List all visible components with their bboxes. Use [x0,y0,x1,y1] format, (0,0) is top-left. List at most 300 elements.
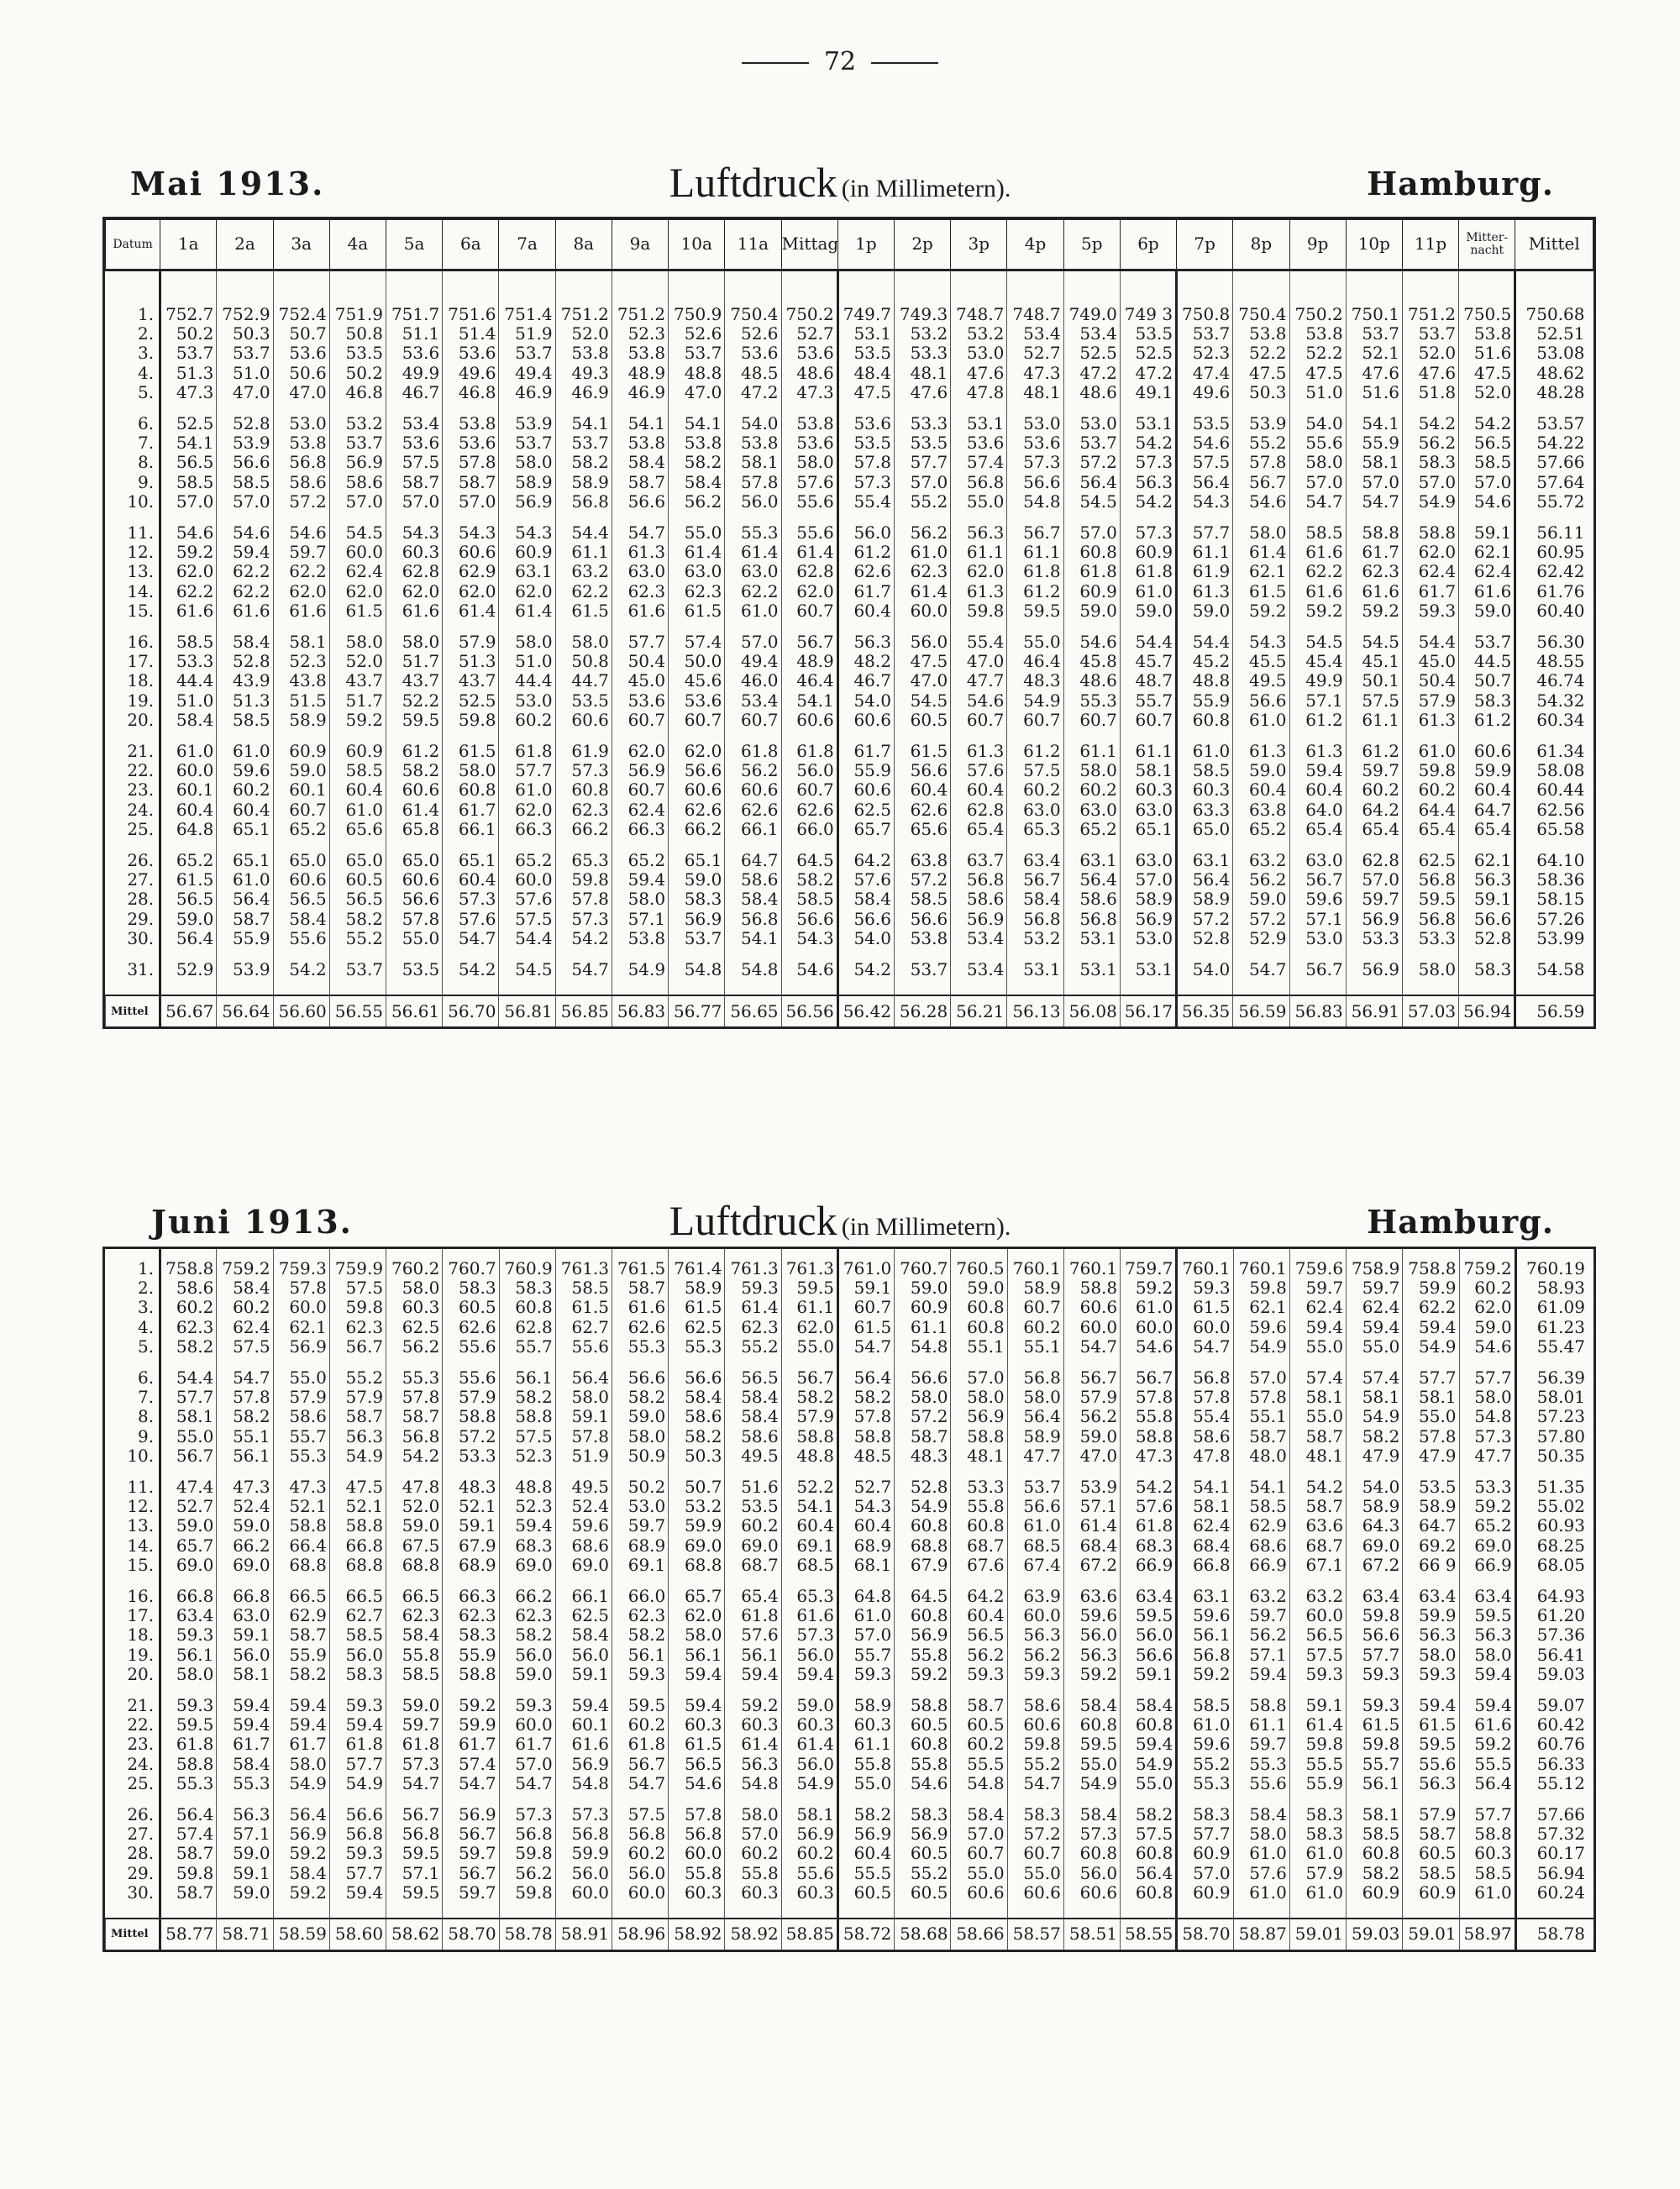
value-cell: 61.4 [669,543,725,562]
value-cell: 59.2 [895,1665,951,1684]
day-cell: 4. [138,362,155,383]
value-cell: 55.2 [1007,1755,1063,1774]
value-cell: 59.5 [386,711,443,730]
table-row [106,1755,1594,1774]
value-cell: 54.7 [1289,492,1346,512]
value-cell: 54.2 [273,960,329,979]
value-cell: 59.7 [1347,1278,1403,1298]
value-cell: 55.0 [1121,1774,1177,1793]
value-cell: 60.8 [1063,543,1120,562]
value-cell: 62.6 [725,801,781,820]
value-cell: 60.9 [1120,543,1176,562]
value-cell: 56.0 [499,1646,555,1665]
value-cell: 60.8 [1121,1715,1177,1735]
value-cell: 61.3 [1177,582,1233,601]
value-cell: 61.4 [781,1735,837,1754]
value-cell: 49.4 [499,364,555,383]
value-cell: 58.8 [443,1407,499,1426]
value-cell: 46.8 [443,383,499,402]
value-cell: 54.2 [555,929,612,948]
table-row [106,562,1593,581]
value-cell: 60.4 [951,1606,1007,1625]
value-cell: 60.5 [329,870,386,890]
day-cell: 30. [127,927,155,948]
value-cell: 61.4 [1289,1715,1346,1735]
value-cell: 52.4 [555,1497,612,1516]
value-cell: 62.6 [837,562,894,581]
value-cell: 54.22 [1515,433,1593,453]
day-cell: 28. [127,889,155,910]
value-cell: 53.8 [612,929,668,948]
value-cell: 60.5 [443,1298,499,1317]
value-cell: 57.9 [1289,1864,1346,1883]
value-cell: 752.4 [273,305,329,324]
value-cell: 63.2 [1289,1587,1346,1606]
value-cell: 61.1 [1120,742,1176,761]
value-cell: 59.8 [1289,1735,1346,1754]
value-cell: 60.8 [895,1516,951,1535]
value-cell: 62.3 [725,1318,781,1337]
value-cell: 67.2 [1347,1556,1403,1575]
table-title: Luftdruck [669,1197,837,1244]
value-cell: 59.3 [160,1625,217,1645]
value-cell: 61.7 [1346,543,1402,562]
value-cell: 749.0 [1063,305,1120,324]
value-cell: 64.2 [951,1587,1007,1606]
value-cell: 53.8 [612,344,668,363]
value-cell: 61.0 [1289,1844,1346,1863]
value-cell: 48.8 [669,364,725,383]
value-cell: 51.0 [499,652,555,671]
table-row [106,870,1593,890]
value-cell: 61.6 [1289,582,1346,601]
table-row [106,492,1593,512]
value-cell: 65.58 [1515,820,1593,839]
value-cell: 58.4 [1233,1805,1289,1824]
value-cell: 64.8 [160,820,217,839]
value-cell: 57.7 [1347,1646,1403,1665]
value-cell: 51.0 [217,364,273,383]
value-cell: 61.2 [1289,711,1346,730]
value-cell: 60.3 [669,1883,725,1903]
value-cell: 55.8 [725,1864,781,1883]
value-cell: 61.6 [1459,1715,1515,1735]
value-cell: 53.6 [669,691,725,711]
value-cell: 48.6 [781,364,837,383]
value-cell: 751.9 [329,305,386,324]
value-cell: 47.3 [217,1478,273,1497]
value-cell: 56.7 [1121,1368,1177,1388]
value-cell: 59.4 [499,1516,555,1535]
value-cell: 59.9 [1403,1606,1459,1625]
value-cell: 760.1 [1177,1259,1233,1278]
value-cell: 60.9 [499,543,555,562]
value-cell: 58.93 [1515,1278,1593,1298]
value-cell: 59.3 [612,1665,669,1684]
value-cell: 60.8 [895,1606,951,1625]
value-cell: 62.3 [612,582,668,601]
value-cell: 758.9 [1347,1259,1403,1278]
value-cell: 49.9 [1289,671,1346,690]
value-cell: 51.5 [273,691,329,711]
value-cell: 63.7 [951,851,1007,870]
value-cell: 58.7 [217,910,273,929]
value-cell: 60.24 [1515,1883,1593,1903]
value-cell: 54.6 [781,960,837,979]
value-cell: 58.2 [273,1665,329,1684]
value-cell: 56.6 [1347,1625,1403,1645]
value-cell: 56.8 [725,910,781,929]
column-header: Datum [106,220,160,270]
value-cell: 58.1 [160,1407,217,1426]
value-cell: 57.8 [837,453,894,472]
day-cell: 4. [138,1316,155,1337]
value-cell: 54.6 [273,523,329,543]
value-cell: 56.11 [1515,523,1593,543]
value-cell: 44.7 [555,671,612,690]
value-cell: 57.9 [1063,1388,1120,1407]
value-cell: 61.9 [1177,562,1233,581]
value-cell: 57.9 [443,633,499,652]
mittel-value: 56.64 [217,995,273,1026]
value-cell: 58.0 [1233,523,1289,543]
value-cell: 54.0 [1177,960,1233,979]
value-cell: 57.0 [951,1824,1007,1844]
value-cell: 61.6 [612,1298,669,1317]
value-cell: 54.7 [612,1774,669,1793]
value-cell: 66.8 [160,1587,217,1606]
value-cell: 54.1 [1346,414,1402,433]
value-cell: 66.2 [217,1536,273,1556]
value-cell: 60.2 [160,1298,217,1317]
table-row [106,473,1593,492]
mittel-value: 58.77 [160,1919,217,1950]
value-cell: 60.4 [781,1516,837,1535]
value-cell: 62.3 [499,1606,555,1625]
value-cell: 57.6 [1121,1497,1177,1516]
value-cell: 65.0 [1177,820,1233,839]
value-cell: 55.8 [895,1755,951,1774]
value-cell: 47.4 [160,1478,217,1497]
value-cell: 56.6 [895,1368,951,1388]
value-cell: 54.4 [160,1368,217,1388]
mittel-value: 58.70 [443,1919,499,1950]
value-cell: 62.2 [725,582,781,601]
day-cell: 12. [127,1496,155,1517]
value-cell: 61.5 [160,870,217,890]
value-cell: 57.32 [1515,1824,1593,1844]
value-cell: 60.5 [951,1715,1007,1735]
value-cell: 60.4 [1459,780,1515,800]
value-cell: 55.9 [273,1646,329,1665]
value-cell: 60.5 [1403,1844,1459,1863]
value-cell: 63.1 [1177,851,1233,870]
value-cell: 53.6 [386,433,443,453]
value-cell: 59.4 [612,870,668,890]
value-cell: 65.3 [1007,820,1063,839]
value-cell: 66.2 [499,1587,555,1606]
value-cell: 56.3 [217,1805,273,1824]
value-cell: 56.3 [1403,1625,1459,1645]
value-cell: 60.3 [781,1883,837,1903]
column-header: 7p [1177,220,1233,270]
value-cell: 53.4 [951,929,1007,948]
value-cell: 55.3 [1177,1774,1233,1793]
value-cell: 53.6 [951,433,1007,453]
value-cell: 56.3 [837,633,894,652]
value-cell: 50.4 [612,652,668,671]
value-cell: 66.9 [1233,1556,1289,1575]
value-cell: 58.0 [499,633,555,652]
value-cell: 59.3 [1289,1665,1346,1684]
value-cell: 52.8 [1177,929,1233,948]
value-cell: 54.9 [1007,691,1063,711]
value-cell: 56.9 [781,1824,837,1844]
mittel-value: 59.01 [1289,1919,1346,1950]
value-cell: 61.6 [1346,582,1402,601]
value-cell: 60.7 [781,601,837,621]
value-cell: 54.9 [1063,1774,1120,1793]
value-cell: 62.1 [273,1318,329,1337]
value-cell: 54.9 [895,1497,951,1516]
value-cell: 60.8 [951,1298,1007,1317]
value-cell: 54.9 [1347,1407,1403,1426]
value-cell: 51.3 [217,691,273,711]
value-cell: 61.0 [1233,1844,1289,1863]
value-cell: 54.0 [1289,414,1346,433]
value-cell: 57.0 [499,1755,555,1774]
value-cell: 68.9 [443,1556,499,1575]
value-cell: 59.4 [555,1696,612,1715]
column-header: 5a [386,220,443,270]
value-cell: 57.3 [781,1625,837,1645]
value-cell: 58.6 [273,473,329,492]
value-cell: 56.3 [1459,870,1515,890]
value-cell: 60.6 [781,711,837,730]
value-cell: 63.6 [1289,1516,1346,1535]
value-cell: 59.6 [217,761,273,780]
value-cell: 55.6 [781,1864,837,1883]
value-cell: 60.0 [1177,1318,1233,1337]
value-cell: 56.9 [612,761,668,780]
day-cell: 16. [127,1586,155,1607]
value-cell: 58.3 [443,1278,499,1298]
value-cell: 58.8 [1121,1427,1177,1446]
value-cell: 65.2 [1459,1516,1515,1535]
value-cell: 54.1 [555,414,612,433]
value-cell: 60.3 [725,1715,781,1735]
table-row [106,1318,1594,1337]
value-cell: 53.1 [1007,960,1063,979]
value-cell: 47.3 [781,383,837,402]
table-row [106,523,1593,543]
value-cell: 56.8 [1007,1368,1063,1388]
value-cell: 58.9 [555,473,612,492]
value-cell: 43.7 [386,671,443,690]
value-cell: 60.6 [837,711,894,730]
value-cell: 61.7 [443,801,499,820]
value-cell: 59.1 [217,1864,273,1883]
value-cell: 52.8 [217,652,273,671]
value-cell: 63.8 [1233,801,1289,820]
value-cell: 57.80 [1515,1427,1593,1446]
value-cell: 55.3 [217,1774,273,1793]
table-row [106,1844,1594,1863]
value-cell: 53.5 [837,433,894,453]
value-cell: 57.5 [1346,691,1402,711]
value-cell: 60.3 [1459,1844,1515,1863]
value-cell: 56.8 [1402,910,1458,929]
value-cell: 55.1 [951,1337,1007,1357]
value-cell: 56.8 [1063,910,1120,929]
value-cell: 66.2 [669,820,725,839]
value-cell: 66.8 [1177,1556,1233,1575]
value-cell: 56.3 [951,523,1007,543]
value-cell: 55.0 [1347,1337,1403,1357]
value-cell: 59.7 [386,1715,443,1735]
value-cell: 67.6 [951,1556,1007,1575]
mittel-value: 59.01 [1403,1919,1459,1950]
mittel-value: 56.61 [386,995,443,1026]
value-cell: 58.8 [837,1427,894,1446]
value-cell: 48.1 [1289,1446,1346,1466]
value-cell: 53.7 [1177,324,1233,344]
value-cell: 56.4 [1177,473,1233,492]
value-cell: 57.0 [1120,870,1176,890]
value-cell: 47.8 [951,383,1007,402]
value-cell: 58.0 [725,1805,781,1824]
day-cell: 8. [138,1406,155,1427]
value-cell: 68.05 [1515,1556,1593,1575]
value-cell: 53.0 [1063,414,1120,433]
value-cell: 53.5 [894,433,950,453]
value-cell: 59.4 [273,1715,329,1735]
value-cell: 56.4 [1007,1407,1063,1426]
mittel-value: 56.83 [612,995,668,1026]
value-cell: 66.9 [1459,1556,1515,1575]
value-cell: 62.0 [612,742,668,761]
value-cell: 56.41 [1515,1646,1593,1665]
value-cell: 750.68 [1515,305,1593,324]
value-cell: 56.6 [669,761,725,780]
value-cell: 55.8 [951,1497,1007,1516]
day-cell: 23. [127,780,155,801]
value-cell: 47.9 [1403,1446,1459,1466]
value-cell: 61.2 [1346,742,1402,761]
value-cell: 59.0 [1120,601,1176,621]
value-cell: 43.9 [217,671,273,690]
value-cell: 54.5 [329,523,386,543]
table-row [106,1478,1594,1497]
value-cell: 63.4 [1121,1587,1177,1606]
value-cell: 61.1 [951,543,1007,562]
value-cell: 53.8 [443,414,499,433]
value-cell: 55.4 [951,633,1007,652]
value-cell: 62.6 [443,1318,499,1337]
value-cell: 62.9 [443,562,499,581]
value-cell: 60.2 [1346,780,1402,800]
value-cell: 65.2 [499,851,555,870]
value-cell: 56.7 [1289,960,1346,979]
value-cell: 58.9 [1120,890,1176,909]
value-cell: 56.1 [499,1368,555,1388]
value-cell: 68.5 [1007,1536,1063,1556]
value-cell: 66.8 [329,1536,386,1556]
value-cell: 53.0 [499,691,555,711]
value-cell: 59.1 [217,1625,273,1645]
value-cell: 62.3 [443,1606,499,1625]
value-cell: 50.1 [1346,671,1402,690]
value-cell: 52.0 [329,652,386,671]
value-cell: 59.07 [1515,1696,1593,1715]
value-cell: 65.1 [669,851,725,870]
value-cell: 63.8 [894,851,950,870]
city-name: Hamburg. [1367,1203,1554,1241]
mittel-value: 56.81 [499,995,555,1026]
value-cell: 58.2 [1347,1427,1403,1446]
column-header: 2a [217,220,273,270]
day-cell: 28. [127,1843,155,1864]
value-cell: 54.4 [1177,633,1233,652]
value-cell: 62.4 [217,1318,273,1337]
day-cell: 17. [127,1605,155,1626]
value-cell: 63.0 [1120,801,1176,820]
value-cell: 69.2 [1403,1536,1459,1556]
value-cell: 53.5 [837,344,894,363]
value-cell: 54.6 [217,523,273,543]
value-cell: 61.6 [160,601,217,621]
value-cell: 54.6 [951,691,1007,711]
value-cell: 53.3 [443,1446,499,1466]
value-cell: 58.3 [1007,1805,1063,1824]
value-cell: 53.9 [217,433,273,453]
value-cell: 58.4 [1121,1696,1177,1715]
value-cell: 62.4 [329,562,386,581]
value-cell: 56.5 [160,453,217,472]
value-cell: 59.3 [1402,601,1458,621]
value-cell: 47.0 [217,383,273,402]
value-cell: 57.8 [386,910,443,929]
value-cell: 56.6 [329,1805,386,1824]
value-cell: 60.2 [612,1715,669,1735]
value-cell: 61.2 [1007,742,1063,761]
value-cell: 58.8 [1346,523,1402,543]
mittel-value: 56.77 [669,995,725,1026]
value-cell: 58.4 [669,1388,725,1407]
value-cell: 62.2 [1403,1298,1459,1317]
value-cell: 57.7 [1459,1368,1515,1388]
day-cell: 25. [127,1772,155,1793]
value-cell: 51.6 [1346,383,1402,402]
value-cell: 56.7 [612,1755,669,1774]
value-cell: 65.1 [1120,820,1176,839]
value-cell: 53.7 [1007,1478,1063,1497]
value-cell: 54.0 [837,929,894,948]
value-cell: 57.3 [555,910,612,929]
mittel-value: 56.59 [1233,995,1289,1026]
value-cell: 59.8 [1233,1278,1289,1298]
value-cell: 61.4 [499,601,555,621]
value-cell: 56.6 [1007,473,1063,492]
value-cell: 58.6 [1177,1427,1233,1446]
value-cell: 59.9 [443,1715,499,1735]
value-cell: 58.9 [1347,1497,1403,1516]
value-cell: 61.6 [217,601,273,621]
table-row [106,1587,1594,1606]
value-cell: 62.0 [499,582,555,601]
value-cell: 57.2 [895,1407,951,1426]
value-cell: 61.5 [1347,1715,1403,1735]
